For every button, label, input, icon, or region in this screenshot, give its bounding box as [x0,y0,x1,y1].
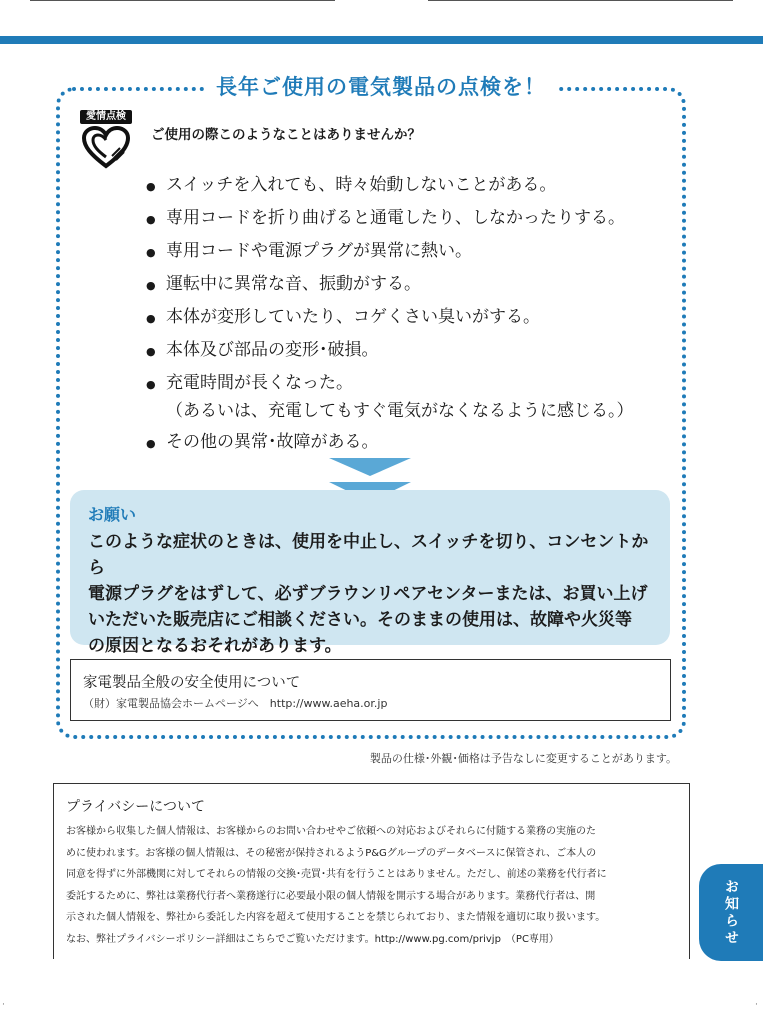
symptom-item [146,337,634,365]
request-title: お願い [88,505,137,524]
bullet-icon: ● [146,213,156,226]
safety-title: 家電製品全般の安全使用について [83,675,301,691]
bullet-icon: ● [146,279,156,292]
lead-question: ご使用の際このようなことはありませんか？ [151,127,421,143]
safety-link[interactable]: （財）家電製品協会ホームページへ http://www.aeha.or.jp [83,697,388,710]
bullet-icon: ● [146,246,156,259]
inspection-title: 長年ご使用の電気製品の点検を！ [206,72,556,102]
request-line: このような症状のときは、使用を中止し、スイッチを切り、コンセントから [88,532,649,578]
side-tab-notice[interactable]: お知らせ [699,864,763,961]
symptom-item [146,238,634,266]
request-line: 電源プラグをはずして、必ずブラウンリペアセンターまたは、お買い上げ [88,584,648,604]
privacy-text [66,821,677,950]
crop-line-left [30,0,335,1]
symptom-item [146,172,634,200]
privacy-line: めに使われます。お客様の個人情報は、その秘密が保持されるようP&Gグループのデータベースに保管され、ご本人の [66,847,597,859]
symptom-list [146,172,634,462]
request-panel [70,490,670,656]
badge-label: 愛情点検 [80,110,132,124]
privacy-box [53,783,690,959]
symptom-text: 本体及び部品の変形･破損。 [166,340,379,360]
symptom-text: 専用コードを折り曲げると通電したり、しなかったりする。 [166,208,625,228]
privacy-line: 委託するために、弊社は業務代行者へ業務遂行に必要最小限の個人情報を開示する場合があります。業務代行者は、開 [66,890,596,902]
symptom-text: 本体が変形していたり、コゲくさい臭いがする。 [166,307,540,327]
bullet-icon: ● [146,345,156,358]
symptom-text: スイッチを入れても、時々始動しないことがある。 [166,175,557,195]
symptom-text: 充電時間が長くなった。 [166,373,353,393]
safety-box [70,659,671,721]
symptom-text: 運転中に異常な音、振動がする。 [166,274,421,294]
spec-note: 製品の仕様･外観･価格は予告なしに変更することがあります。 [369,752,677,765]
header-accent-bar [0,36,763,44]
symptom-item [146,304,634,332]
privacy-line: 示された個人情報を、弊社から委託した内容を超えて使用することを禁じられており、また情報を適切に取り扱います。 [66,912,606,923]
privacy-line: お客様から収集した個人情報は、お客様からのお問い合わせやご依頼への対応およびそれらに付随する業務の実施のた [66,826,596,837]
bullet-icon: ● [146,378,156,391]
bullet-icon: ● [146,437,156,450]
symptom-item [146,370,634,424]
privacy-title: プライバシーについて [66,799,206,815]
crop-line-right [428,0,733,1]
symptom-text: 専用コードや電源プラグが異常に熱い。 [166,241,472,261]
bullet-icon: ● [146,180,156,193]
symptom-item [146,429,634,457]
request-line: いただいた販売店にご相談ください。そのままの使用は、故障や火災等 [88,610,632,630]
privacy-line: 同意を得ずに外部機関に対してそれらの情報の交換･売買･共有を行うことはありません。ただし、前述の業務を代行者に [66,869,607,880]
symptom-continuation: （あるいは、充電してもすぐ電気がなくなるように感じる。） [166,401,634,421]
request-body [88,529,652,659]
request-line: の原因となるおそれがあります。 [88,636,342,656]
symptom-item [146,271,634,299]
symptom-text: その他の異常･故障がある。 [166,432,379,452]
bullet-icon: ● [146,312,156,325]
crop-mark-right: · [755,1000,758,1010]
privacy-line: なお、弊社プライバシーポリシー詳細はこちらでご覧いただけます。http://www.pg.com/privjp （PC専用） [66,933,559,945]
heart-plug-icon [80,126,132,170]
inspection-badge [80,110,132,170]
symptom-item [146,205,634,233]
crop-mark-left: · [2,1000,5,1010]
